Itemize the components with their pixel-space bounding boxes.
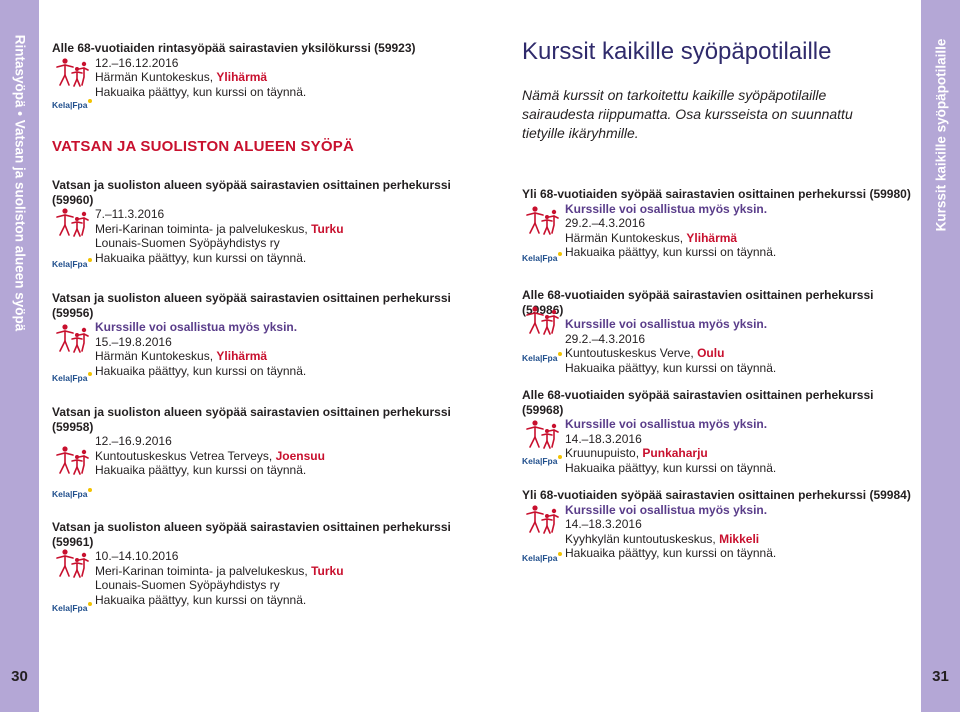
course-venue: Meri-Karinan toiminta- ja palvelukeskus, Turku xyxy=(95,221,344,236)
course-title: Alle 68-vuotiaiden syöpää sairastavien osittainen perhekurssi (59968) xyxy=(522,388,874,417)
course-details xyxy=(522,417,912,475)
course-details xyxy=(52,207,472,265)
course-deadline: Hakuaika päättyy, kun kurssi on täynnä. xyxy=(95,250,307,265)
course-city: Oulu xyxy=(697,346,725,360)
kela-logo: Kela|Fpa xyxy=(52,258,90,270)
course-city: Ylihärmä xyxy=(216,70,268,84)
course-entry xyxy=(522,388,912,475)
course-deadline: Hakuaika päättyy, kun kurssi on täynnä. xyxy=(95,463,307,477)
course-title: Vatsan ja suoliston alueen syöpää sairastavien osittainen perhekurssi (59960) xyxy=(52,178,451,207)
course-city: Ylihärmä xyxy=(686,230,738,245)
family-figures-icon xyxy=(55,207,89,237)
course-title: Vatsan ja suoliston alueen syöpää sairastavien osittainen perhekurssi (59961) xyxy=(52,520,451,549)
course-title: Alle 68-vuotiaiden rintasyöpää sairastavien yksilökurssi (59923) xyxy=(52,41,416,55)
course-dates: 14.–18.3.2016 xyxy=(565,517,642,531)
course-details xyxy=(522,317,912,375)
course-details xyxy=(52,56,472,100)
course-title: Alle 68-vuotiaiden syöpää sairastavien osittainen perhekurssi (59986) xyxy=(522,288,874,317)
course-entry xyxy=(52,520,472,613)
course-availability: Kurssille voi osallistua myös yksin. xyxy=(95,320,298,334)
course-organizer: Lounais-Suomen Syöpäyhdistys ry xyxy=(95,578,280,592)
course-entry xyxy=(52,291,472,383)
course-dates: 12.–16.9.2016 xyxy=(95,434,172,448)
course-venue: Kuntoutuskeskus Verve, Oulu xyxy=(565,346,725,360)
course-details xyxy=(522,503,912,561)
course-details xyxy=(52,549,472,607)
kela-logo: Kela|Fpa xyxy=(52,488,90,500)
course-title: Vatsan ja suoliston alueen syöpää sairastavien osittainen perhekurssi (59958) xyxy=(52,405,451,434)
course-availability: Kurssille voi osallistua myös yksin. xyxy=(565,417,768,431)
kela-logo: Kela|Fpa xyxy=(52,99,90,111)
kela-logo: Kela|Fpa xyxy=(522,552,560,564)
course-city: Mikkeli xyxy=(719,531,760,546)
course-deadline: Hakuaika päättyy, kun kurssi on täynnä. xyxy=(565,546,777,560)
intro-text: Nämä kurssit on tarkoitettu kaikille syöpäpotilaille sairaudesta riippumatta. Osa kursseista on suunnattu tietyille ikäryhmille. xyxy=(522,87,853,141)
side-tab-left-text: Rintasyöpä • Vatsan ja suoliston alueen syöpä xyxy=(12,34,27,332)
course-city: Joensuu xyxy=(275,448,325,463)
page-title: Kurssit kaikille syöpäpotilaille xyxy=(522,38,832,65)
course-title: Yli 68-vuotiaiden syöpää sairastavien osittainen perhekurssi (59980) xyxy=(522,187,911,201)
family-figures-icon xyxy=(55,57,89,87)
course-city: Turku xyxy=(311,563,344,578)
course-availability: Kurssille voi osallistua myös yksin. xyxy=(565,201,768,216)
course-availability: Kurssille voi osallistua myös yksin. xyxy=(565,502,768,517)
course-deadline: Hakuaika päättyy, kun kurssi on täynnä. xyxy=(95,84,307,99)
family-figures-icon xyxy=(525,419,559,449)
course-venue: Kyyhkylän kuntoutuskeskus, Mikkeli xyxy=(565,531,760,546)
kela-logo: Kela|Fpa xyxy=(52,372,90,384)
course-entry xyxy=(52,41,472,110)
course-venue: Härmän Kuntokeskus, Ylihärmä xyxy=(565,230,738,245)
course-organizer: Lounais-Suomen Syöpäyhdistys ry xyxy=(95,236,280,250)
course-entry xyxy=(522,488,912,561)
course-city: Turku xyxy=(311,221,344,236)
course-deadline: Hakuaika päättyy, kun kurssi on täynnä. xyxy=(565,245,777,259)
kela-logo: Kela|Fpa xyxy=(522,455,560,467)
family-figures-icon xyxy=(525,205,559,235)
side-tab-right-text: Kurssit kaikille syöpäpotilaille xyxy=(933,38,948,232)
course-availability: Kurssille voi osallistua myös yksin. xyxy=(565,317,768,331)
course-venue: Härmän Kuntokeskus, Ylihärmä xyxy=(95,70,268,84)
course-venue: Meri-Karinan toiminta- ja palvelukeskus, Turku xyxy=(95,563,344,578)
course-dates: 29.2.–4.3.2016 xyxy=(565,216,646,230)
family-figures-icon xyxy=(55,445,89,475)
course-dates: 7.–11.3.2016 xyxy=(95,207,165,221)
course-deadline: Hakuaika päättyy, kun kurssi on täynnä. xyxy=(95,592,307,607)
kela-logo: Kela|Fpa xyxy=(52,602,90,614)
course-entry xyxy=(52,178,472,269)
kela-logo: Kela|Fpa xyxy=(522,252,560,264)
course-title: Yli 68-vuotiaiden syöpää sairastavien osittainen perhekurssi (59984) xyxy=(522,488,911,502)
family-figures-icon xyxy=(55,548,89,578)
course-deadline: Hakuaika päättyy, kun kurssi on täynnä. xyxy=(565,360,777,375)
course-venue: Kuntoutuskeskus Vetrea Terveys, Joensuu xyxy=(95,448,325,463)
course-dates: 29.2.–4.3.2016 xyxy=(565,331,646,346)
course-city: Punkaharju xyxy=(642,446,708,460)
course-dates: 10.–14.10.2016 xyxy=(95,549,179,563)
course-entry xyxy=(522,187,912,263)
course-dates: 15.–19.8.2016 xyxy=(95,334,172,349)
section-heading: VATSAN JA SUOLISTON ALUEEN SYÖPÄ xyxy=(52,138,354,155)
course-dates: 14.–18.3.2016 xyxy=(565,431,642,446)
page-number-right: 31 xyxy=(932,668,949,685)
course-entry xyxy=(522,288,912,375)
course-venue: Härmän Kuntokeskus, Ylihärmä xyxy=(95,349,268,363)
family-figures-icon xyxy=(525,504,559,534)
family-figures-icon xyxy=(525,305,559,335)
course-details xyxy=(52,320,472,378)
course-entry xyxy=(52,405,472,499)
side-tab-right xyxy=(921,0,960,712)
course-city: Ylihärmä xyxy=(216,349,268,363)
family-figures-icon xyxy=(55,323,89,353)
course-deadline: Hakuaika päättyy, kun kurssi on täynnä. xyxy=(95,363,307,378)
course-dates: 12.–16.12.2016 xyxy=(95,55,179,70)
course-details xyxy=(52,434,472,478)
course-title: Vatsan ja suoliston alueen syöpää sairastavien osittainen perhekurssi (59956) xyxy=(52,291,451,320)
page-number-left: 30 xyxy=(11,668,28,685)
side-tab-left xyxy=(0,0,39,712)
course-deadline: Hakuaika päättyy, kun kurssi on täynnä. xyxy=(565,460,777,475)
course-details xyxy=(522,202,912,260)
kela-logo: Kela|Fpa xyxy=(522,352,560,364)
course-venue: Kruunupuisto, Punkaharju xyxy=(565,446,708,460)
